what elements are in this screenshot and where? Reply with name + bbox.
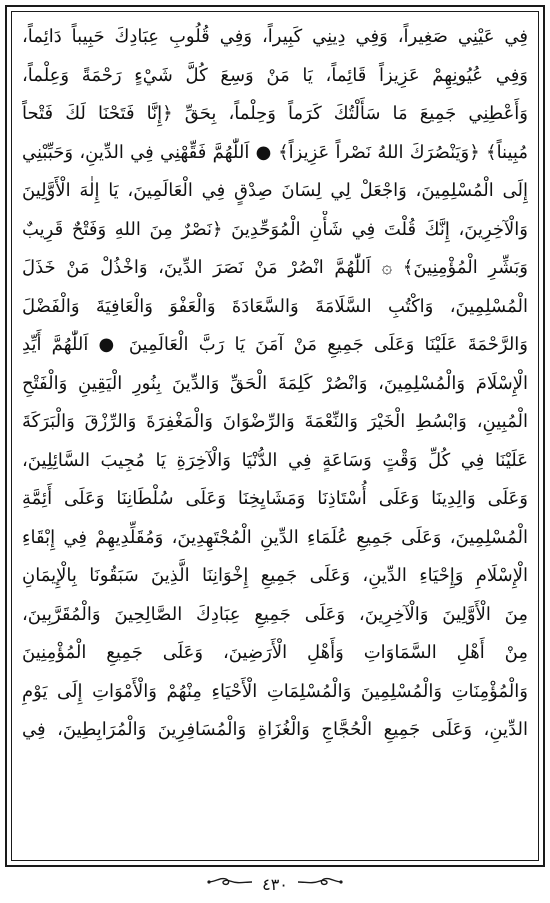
text-line: مِنَ الْأَوَّلِينَ وَالْآخِرِينَ، وَعَلَى جَمِيعِ عِبَادِكَ الصَّالِحِينَ وَالْمُقَرَّبِينَ، [22,603,528,625]
page-number: ٤٣٠ [262,874,288,894]
text-line: الْإِسْلَامِ وَإِحْيَاءِ الدِّينِ، وَعَلَى جَمِيعِ إِخْوَانِنَا الَّذِينَ سَبَقُونَا بِالْإِيمَانِ [22,565,528,586]
text-line: الْإِسْلَامَ وَالْمُسْلِمِينَ، وَانْصُرْ كَلِمَةَ الْحَقِّ وَالدِّينَ بِنُورِ الْيَقِينِ وَالْفَتْحِ [22,372,528,394]
text-line: وَالْمُؤْمِنَاتِ وَالْمُسْلِمِينَ وَالْمُسْلِمَاتِ الْأَحْيَاءِ مِنْهُمْ وَالْأَمْوَاتِ إِلَى يَوْمِ [22,680,528,702]
text-line: الْمُسْلِمِينَ، وَاكْتُبِ السَّلَامَةَ وَالسَّعَادَةَ وَالْعَفْوَ وَالْعَافِيَةَ وَالْفَضْلَ [22,295,528,317]
text-line: إِلَى الْمُسْلِمِينَ، وَاجْعَلْ لِي لِسَانَ صِدْقٍ فِي الْعَالَمِينَ، يَا إِلٰهَ الْأَوَّلِينَ [22,180,528,201]
text-line: الْمُبِينِ، وَابْسُطِ الْخَيْرَ وَالنِّعْمَةَ وَالرِّضْوَانَ وَالْمَغْفِرَةَ وَالرِّزْقَ وَالْبَرَكَةَ [22,411,528,432]
page-footer [0,871,550,897]
text-line: مِنْ أَهْلِ السَّمَاوَاتِ وَأَهْلِ الْأَرَضِينَ، وَعَلَى جَمِيعِ الْمُؤْمِنِينَ [22,642,528,663]
text-line: وَأَعْطِنِي جَمِيعَ مَا سَأَلْتُكَ كَرَماً وَحِلْماً، بِحَقِّ ﴿إِنَّا فَتَحْنَا لَكَ فَتْحاً [22,103,528,124]
scroll-ornament-left-icon [206,875,254,894]
text-line: الْمُسْلِمِينَ، وَعَلَى جَمِيعِ عُلَمَاءِ الدِّينِ الْمُجْتَهِدِينَ، وَمُقَلِّدِيهِمْ فِي إِبْقَاءِ [22,526,528,548]
text-line: مُبِيناً﴾ ﴿وَيَنْصُرَكَ اللهُ نَصْراً عَزِيزاً﴾ ● اَللّٰهُمَّ فَقِّهْنِي فِي الدِّينِ، وَحَبِّبْنِي [22,141,528,163]
text-line: فِي عَيْنِي صَغِيراً، وَفِي دِينِي كَبِيراً، وَفِي قُلُوبِ عِبَادِكَ حَبِيباً دَائِماً، [22,26,528,47]
text-line: وَالرَّحْمَةَ عَلَيْنَا وَعَلَى جَمِيعِ مَنْ آمَنَ يَا رَبَّ الْعَالَمِينَ ● اَللّٰهُمَّ أَيِّدِ [22,334,528,355]
arabic-text-body [22,18,528,858]
text-line: وَفِي عُيُونِهِمْ عَزِيزاً قَائِماً، يَا مَنْ وَسِعَ كُلَّ شَيْءٍ رَحْمَةً وَعِلْماً، [22,64,528,86]
text-line: وَالْآخِرِينَ، إِنَّكَ قُلْتَ فِي شَأْنِ الْمُوَحِّدِينَ ﴿نَصْرٌ مِنَ اللهِ وَفَتْحٌ قَرِيبٌ [22,218,528,240]
text-line: وَبَشِّرِ الْمُؤْمِنِينَ﴾ ۞ اَللّٰهُمَّ انْصُرْ مَنْ نَصَرَ الدِّينَ، وَاخْذُلْ مَنْ خَذَلَ [22,257,528,278]
text-line: عَلَيْنَا فِي كُلِّ وَقْتٍ وَسَاعَةٍ فِي الدُّنْيَا وَالْآخِرَةِ يَا مُجِيبَ السَّائِلِينَ، [22,449,528,471]
scroll-ornament-right-icon [296,875,344,894]
text-line: الدِّينِ، وَعَلَى جَمِيعِ الْحُجَّاجِ وَالْغُزَاةِ وَالْمُسَافِرِينَ وَالْمُرَابِطِينَ، فِي [22,719,528,740]
text-line: وَعَلَى وَالِدِينَا وَعَلَى أُسْتَاذِنَا وَمَشَايِخِنَا وَعَلَى سُلْطَانِنَا وَعَلَى أَئِمَّةِ [22,488,528,509]
